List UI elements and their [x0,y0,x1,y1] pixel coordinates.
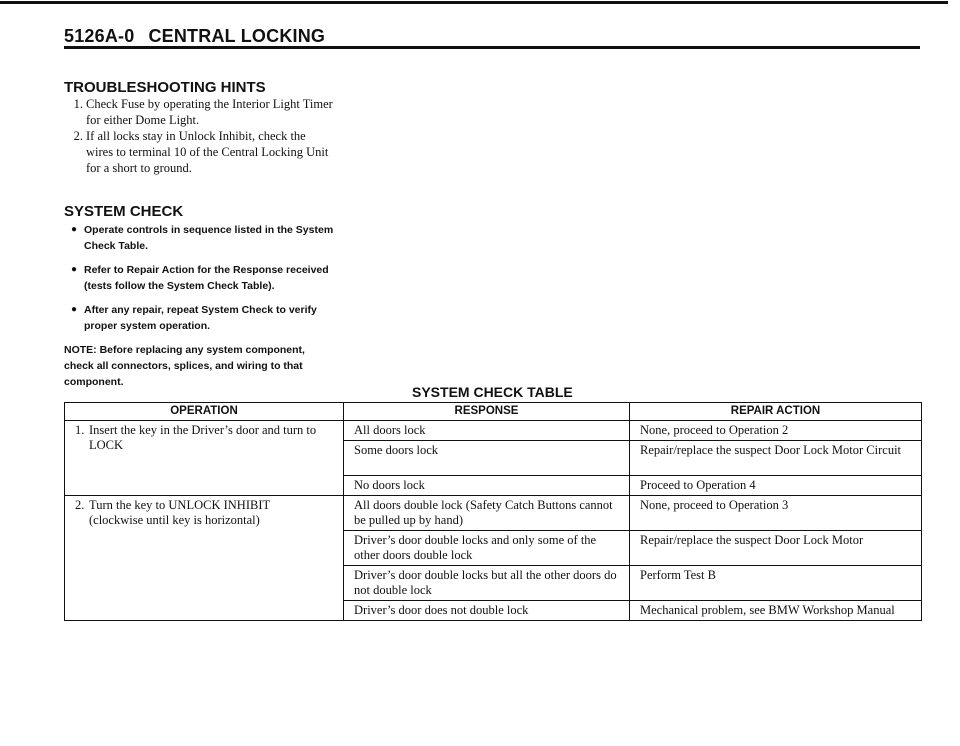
table-row [65,496,922,531]
operation-cell: 1. Insert the key in the Driver’s door and turn to LOCK [65,421,344,496]
bullet-icon: ● [71,304,78,315]
response-cell: Driver’s door does not double lock [344,601,630,621]
section-code: 5126A-0 [64,26,135,46]
response-cell: Driver’s door double locks but all the other doors do not double lock [344,566,630,601]
response-cell: All doors lock [344,421,630,441]
column-header-response: RESPONSE [344,403,630,421]
response-cell: Some doors lock [344,441,630,476]
list-item: 1. Check Fuse by operating the Interior Light Timer for either Dome Light. [73,97,333,127]
bullet-icon: ● [71,264,78,275]
response-cell: No doors lock [344,476,630,496]
table-row [65,421,922,441]
note-text: NOTE: Before replacing any system component, check all connectors, splices, and wiring to that component. [64,344,305,388]
list-item: 2. If all locks stay in Unlock Inhibit, check the wires to terminal 10 of the Central Locking Unit for a short to ground. [73,129,329,175]
list-item: ● Refer to Repair Action for the Response received (tests follow the System Check Table). [71,264,329,292]
action-cell: Proceed to Operation 4 [630,476,922,496]
top-border-line [0,1,948,4]
action-cell: Repair/replace the suspect Door Lock Motor [630,531,922,566]
operation-subtext: (clockwise until key is horizontal) [89,513,260,527]
list-item: ● After any repair, repeat System Check to verify proper system operation. [71,304,317,332]
system-check-heading: SYSTEM CHECK [64,203,184,220]
system-check-list [64,222,334,334]
header-rule [64,46,920,49]
action-cell: None, proceed to Operation 3 [630,496,922,531]
page-header [64,26,920,47]
action-cell: Repair/replace the suspect Door Lock Motor Circuit [630,441,922,476]
operation-text: Insert the key in the Driver’s door and turn to LOCK [89,423,317,452]
response-cell: Driver’s door double locks and only some of the other doors double lock [344,531,630,566]
system-check-table [64,402,922,621]
column-header-operation: OPERATION [65,403,344,421]
action-cell: Perform Test B [630,566,922,601]
action-cell: None, proceed to Operation 2 [630,421,922,441]
hint-text: If all locks stay in Unlock Inhibit, check the wires to terminal 10 of the Central Locking Unit for a short to ground. [86,129,329,175]
section-title: CENTRAL LOCKING [148,26,326,46]
bullet-icon: ● [71,224,78,235]
page-title [64,26,920,47]
hint-text: Check Fuse by operating the Interior Light Timer for either Dome Light. [86,97,333,127]
table-title: SYSTEM CHECK TABLE [412,384,573,400]
list-item: ● Operate controls in sequence listed in the System Check Table. [71,224,334,252]
troubleshooting-list [64,96,334,176]
column-header-repair-action: REPAIR ACTION [630,403,922,421]
operation-cell: 2. Turn the key to UNLOCK INHIBIT (clockwise until key is horizontal) [65,496,344,621]
operation-text: Turn the key to UNLOCK INHIBIT [89,498,271,512]
table-header-row [65,403,922,421]
left-column [64,80,334,390]
action-cell: Mechanical problem, see BMW Workshop Manual [630,601,922,621]
troubleshooting-heading: TROUBLESHOOTING HINTS [64,79,266,96]
response-cell: All doors double lock (Safety Catch Buttons cannot be pulled up by hand) [344,496,630,531]
